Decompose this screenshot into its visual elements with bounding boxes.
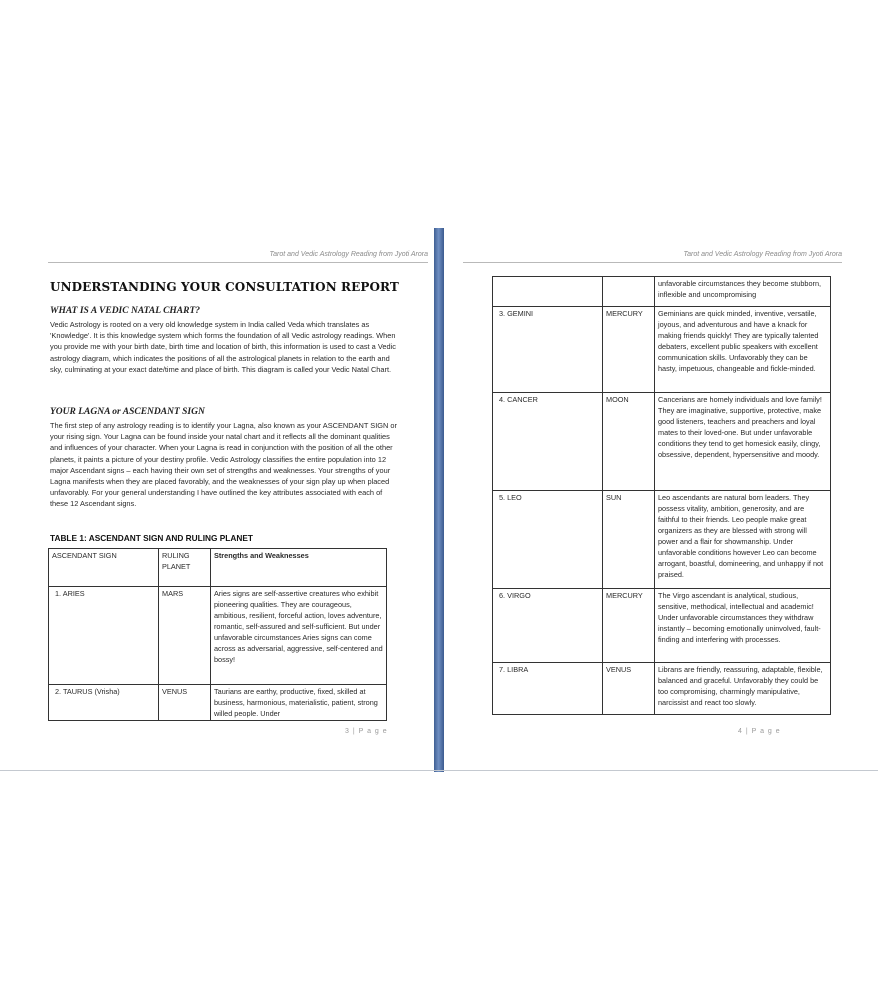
planet-cell: VENUS [603, 663, 655, 715]
header-cell: Strengths and Weaknesses [211, 549, 387, 587]
description-cell: Aries signs are self-assertive creatures who exhibit pioneering qualities. They are courageous, ambitious, resilient, forceful action, loves adventure, romantic, self-assured and self-sufficient. But under unfavorable circumstances Aries signs can come across as adversarial, aggressive, self-centered and bossy! [211, 587, 387, 685]
page-header: Tarot and Vedic Astrology Reading from Jyoti Arora [683, 251, 842, 258]
page-title: UNDERSTANDING YOUR CONSULTATION REPORT [50, 280, 399, 294]
page-number: 3 | P a g e [345, 728, 388, 735]
page-number: 4 | P a g e [738, 728, 781, 735]
planet-cell: MOON [603, 393, 655, 491]
planet-cell: SUN [603, 491, 655, 589]
table-row [49, 587, 387, 685]
planet-cell [603, 277, 655, 307]
section-text-natal-chart: Vedic Astrology is rooted on a very old knowledge system in India called Veda which translates as 'Knowledge'. It is this knowledge system which forms the foundation of all Vedic astrology readings. When you provide me with your birth date, birth time and location of birth, this information is used to cast a Vedic astrology diagram, which indicates the positions of all the astrological planets in relation to the earth and sky, culminating at your exact date/time and place of birth. This diagram is called your Vedic Natal Chart. [50, 320, 396, 374]
sign-cell: 3. GEMINI [493, 307, 603, 393]
table-header-row [49, 549, 387, 587]
table-row [493, 307, 831, 393]
ascendant-table [48, 548, 387, 721]
sign-cell: 6. VIRGO [493, 589, 603, 663]
description-cell: unfavorable circumstances they become stubborn, inflexible and uncompromising [655, 277, 831, 307]
header-rule [463, 262, 842, 263]
table-row [493, 277, 831, 307]
table-row [493, 491, 831, 589]
sign-cell [493, 277, 603, 307]
section-heading-natal-chart: WHAT IS A VEDIC NATAL CHART? [50, 306, 201, 316]
document-page-4 [445, 225, 848, 770]
section-text-lagna: The first step of any astrology reading is to identify your Lagna, also known as your ASCENDANT SIGN or your rising sign. Your Lagna can be found inside your natal chart and it reflects all the dominant qualities and influences of your character. When your Lagna is read in conjunction with the position of all the other planets, it paints a picture of your destiny profile. Vedic Astrology classifies the entire population into 12 major Ascendant signs – each having their own set of strengths and weaknesses. Your strengths of your Lagna manifests when they are placed favorably, and the weaknesses of your sign play up when placed unfavorably. For your general understanding I have outlined the key attributes associated with each of these 12 Ascendant signs. [50, 421, 397, 509]
table-row [49, 685, 387, 721]
table-row [493, 663, 831, 715]
table-caption: TABLE 1: ASCENDANT SIGN AND RULING PLANET [50, 533, 253, 543]
description-cell: Geminians are quick minded, inventive, versatile, joyous, and adventurous and have a knack for making friends quickly! They are typically talented debaters, excellent public speakers with excellent communication skills. Unfavorably they can be hasty, impetuous, changeable and fickle-minded. [655, 307, 831, 393]
section-heading-lagna: YOUR LAGNA or ASCENDANT SIGN [50, 407, 205, 417]
description-cell: Leo ascendants are natural born leaders. They possess vitality, ambition, generosity, and are faithful to their friends. Leo people make great organizers as they are blessed with strong will power and a flair for showmanship. Under unfavorable conditions however Leo can become arrogant, boastful, domineering, and unhappy if not praised. [655, 491, 831, 589]
table-row [493, 393, 831, 491]
description-cell: Cancerians are homely individuals and love family! They are imaginative, supportive, protective, make good listeners, teachers and preachers and loyal mates to their loved-one. But under unfavorable conditions they tend to get homesick easily, clingy, obsessive, dependent, hypersensitive and moody. [655, 393, 831, 491]
planet-cell: MERCURY [603, 307, 655, 393]
sign-cell: 2. TAURUS (Vrisha) [49, 685, 159, 721]
planet-cell: MERCURY [603, 589, 655, 663]
book-spine [434, 228, 444, 772]
sign-cell: 4. CANCER [493, 393, 603, 491]
sign-cell: 7. LIBRA [493, 663, 603, 715]
description-cell: Taurians are earthy, productive, fixed, skilled at business, harmonious, materialistic, patient, strong willed people. Under [211, 685, 387, 721]
document-page-3 [30, 225, 434, 770]
description-cell: The Virgo ascendant is analytical, studious, sensitive, methodical, intellectual and academic! Under unfavorable circumstances they withdraw instantly – becoming emotionally uninvolved, fault-finding and interfering with processes. [655, 589, 831, 663]
header-cell: ASCENDANT SIGN [49, 549, 159, 587]
sign-cell: 5. LEO [493, 491, 603, 589]
page-header: Tarot and Vedic Astrology Reading from Jyoti Arora [269, 251, 428, 258]
table-row [493, 589, 831, 663]
planet-cell: MARS [159, 587, 211, 685]
header-cell: RULING PLANET [159, 549, 211, 587]
sign-cell: 1. ARIES [49, 587, 159, 685]
viewer-baseline [0, 770, 878, 771]
description-cell: Librans are friendly, reassuring, adaptable, flexible, balanced and graceful. Unfavorably they could be too compromising, charmingly manipulative, narcissist and react too slowly. [655, 663, 831, 715]
ascendant-table-continued [492, 276, 831, 715]
planet-cell: VENUS [159, 685, 211, 721]
header-rule [48, 262, 428, 263]
